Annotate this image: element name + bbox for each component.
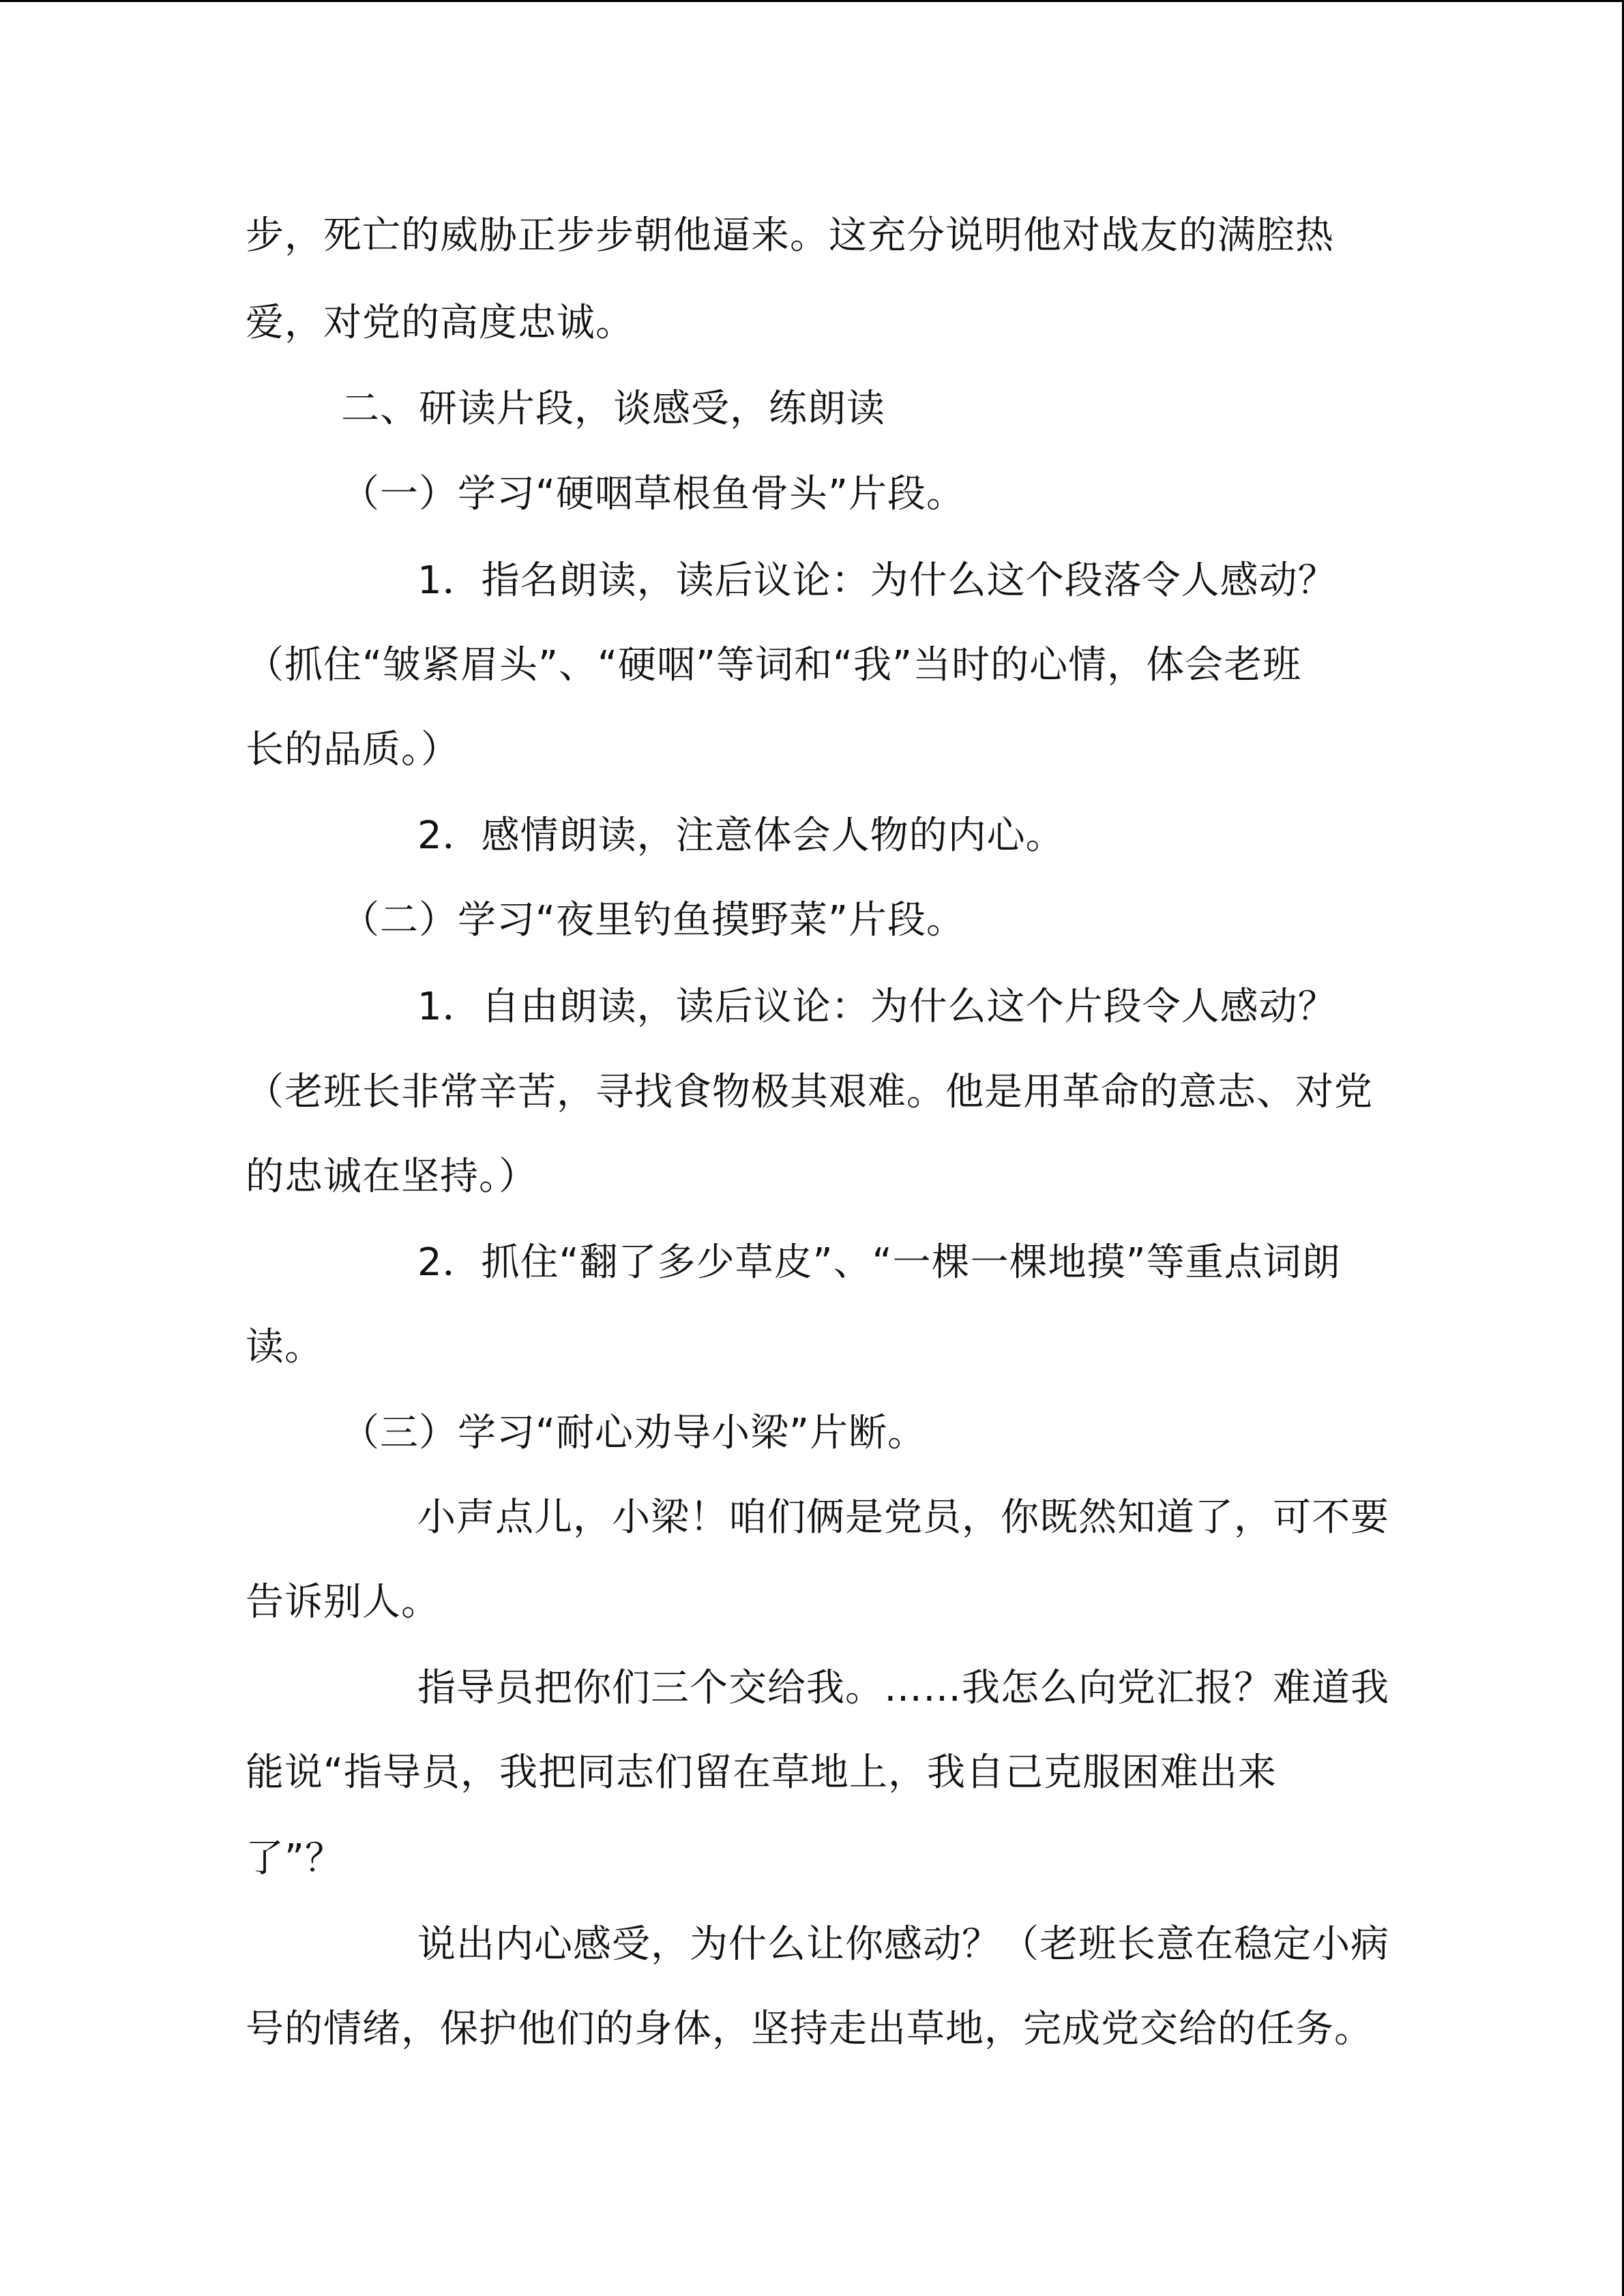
paragraph-line: 1．指名朗读，读后议论：为什么这个段落令人感动？ xyxy=(417,558,1337,603)
paragraph-line: 告诉别人。 xyxy=(246,1580,440,1624)
paragraph-line: 步，死亡的威胁正步步朝他逼来。这充分说明他对战友的满腔热 xyxy=(246,213,1334,258)
paragraph-line: 的忠诚在坚持。） xyxy=(246,1154,537,1199)
paragraph-line: 2．感情朗读，注意体会人物的内心。 xyxy=(417,814,1065,858)
paragraph-line: 说出内心感受，为什么让你感动？（老班长意在稳定小病 xyxy=(417,1922,1389,1967)
subsection-heading: （二）学习“夜里钓鱼摸野菜”片段。 xyxy=(341,898,966,942)
paragraph-line: 小声点儿，小梁！咱们俩是党员，你既然知道了，可不要 xyxy=(417,1495,1389,1540)
paragraph-line: 1．自由朗读，读后议论：为什么这个片段令人感动？ xyxy=(417,985,1337,1029)
paragraph-line: 长的品质。） xyxy=(246,728,460,772)
paragraph-line: （抓住“皱紧眉头”、“硬咽”等词和“我”当时的心情，体会老班 xyxy=(246,643,1302,687)
paragraph-line: 号的情绪，保护他们的身体，坚持走出草地，完成党交给的任务。 xyxy=(246,2007,1373,2051)
paragraph-line: 能说“指导员，我把同志们留在草地上，我自己克服困难出来 xyxy=(246,1750,1278,1795)
paragraph-line: 读。 xyxy=(246,1325,323,1369)
paragraph-line: 指导员把你们三个交给我。……我怎么向党汇报？难道我 xyxy=(417,1666,1389,1710)
paragraph-line: 了”？ xyxy=(246,1836,344,1881)
subsection-heading: （一）学习“硬咽草根鱼骨头”片段。 xyxy=(341,472,966,516)
paragraph-line: 爱，对党的高度忠诚。 xyxy=(246,301,634,345)
paragraph-line: （老班长非常辛苦，寻找食物极其艰难。他是用革命的意志、对党 xyxy=(246,1070,1373,1114)
section-heading: 二、研读片段，谈感受，练朗读 xyxy=(341,387,885,431)
paragraph-line: 2．抓住“翻了多少草皮”、“一棵一棵地摸”等重点词朗 xyxy=(417,1240,1341,1285)
subsection-heading: （三）学习“耐心劝导小梁”片断。 xyxy=(341,1411,927,1455)
page-border-top xyxy=(0,0,1624,2)
